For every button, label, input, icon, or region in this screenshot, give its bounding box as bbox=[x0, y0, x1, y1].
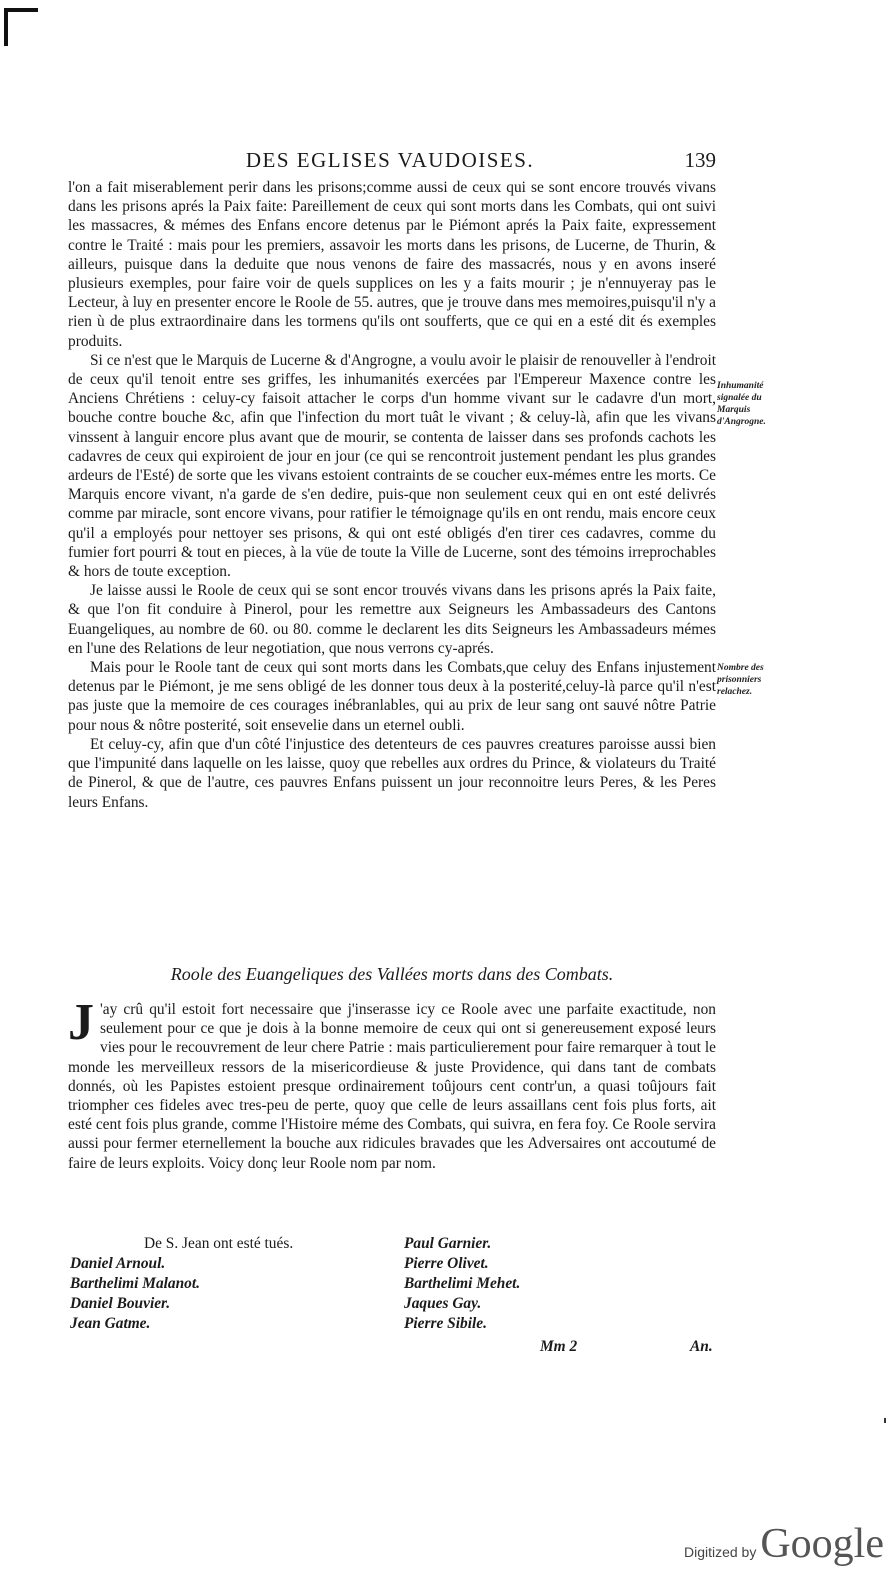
roll-name: Jean Gatme. bbox=[70, 1315, 151, 1332]
roll-name: Barthelimi Mehet. bbox=[404, 1275, 521, 1292]
catchword: An. bbox=[690, 1338, 713, 1355]
signature-mark: Mm 2 bbox=[540, 1338, 578, 1355]
paragraph: Si ce n'est que le Marquis de Lucerne & d'Angrogne, a voulu avoir le plaisir de renouveller à l'endroit de ceux qu'il tenoit entre ses griffes, les inhumanités exercées par l'Empereur Maxence contre les Anciens Chrétiens : celuy-cy faisoit attacher le corps d'un homme vivant sur le cadavre d'un mort, bouche contre bouche &c, afin que l'infection du mort tuât le vivant ; & celuy-là, afin que les vivans vinssent à languir encore plus avant que de mourir, se contenta de laisser dans ses profonds cachots les cadavres de ceux qui expiroient de jour en jour (ce qui se rencontroit justement pendant les plus grandes ardeurs de l'Esté) de sorte que les vivans estoient contraints de se coucher eux-mémes entre les morts. Ce Marquis encore vivant, n'a garde de s'en dedire, puis-que non seulement ceux qui en ont esté delivrés comme par miracle, sont encore vivans, pour ratifier le témoignage qu'ils en ont rendu, mais encore ceux qu'il a employés pour nettoyer ses prisons, & qui ont esté obligés d'en tirer ces cadavres, comme du fumier fort pourri & tout en pieces, à la vüe de toute la Ville de Lucerne, sont des témoins irreprochables & hors de toute exception. bbox=[68, 351, 716, 581]
paragraph: Mais pour le Roole tant de ceux qui sont morts dans les Combats,que celuy des Enfans injustement detenus par le Piémont, je me sens obligé de les donner tous deux à la posterité,celuy-là parce qu'il n'est pas juste que la memoire de ces courages inébranlables, qui au prix de leur sang ont sauvé nôtre Patrie pour nous & nôtre posterité, soit ensevelie dans un eternel oubli. bbox=[68, 659, 716, 734]
paragraph: Et celuy-cy, afin que d'un côté l'injustice des detenteurs de ces pauvres creatures paroisse aussi bien que l'impunité dans laquelle on les laisse, quoy que rebelles aux ordres du Prince, & violateurs du Traité de Pinerol, & que de l'autre, ces pauvres Enfans puissent un jour reconnoitre leurs Peres, & les Peres leurs Enfans. bbox=[68, 735, 716, 811]
roll-of-names bbox=[70, 1234, 710, 1334]
roll-name: Barthelimi Malanot. bbox=[70, 1275, 200, 1292]
roll-heading: De S. Jean ont esté tués. bbox=[144, 1235, 294, 1252]
running-head: DES EGLISES VAUDOISES. bbox=[245, 148, 535, 172]
paragraph: 'ay crû qu'il estoit fort necessaire que j'inserasse icy ce Roole avec une parfaite exactitude, non seulement pour ce que je dois à la bonne memoire de ceux qui ont si genereusement exposé leurs vies pour le recouvrement de leur chere Patrie : mais particulierement pour faire remarquer à tout le monde les merveilleux ressors de la misericordieuse & juste Providence, qui dans tant de combats donnés, où les Papistes estoient presque ordinairement toûjours cent contr'un, a quasi toûjours fait triompher ces fideles avec tres-peu de perte, quoy que celle de leurs assaillans cent fois plus forts, ait esté cent fois plus grande, comme l'Histoire méme des Combats, qui suivra, en fera foy. Ce Roole servira aussi pour fermer eternellement la bouche aux ridicules bravades que les Adversaires ont accoutumé de faire de leurs exploits. Voicy donç leur Roole nom par nom. bbox=[68, 1001, 716, 1172]
watermark-prefix: Digitized by bbox=[683, 1544, 757, 1560]
body-text-lower bbox=[68, 994, 716, 1173]
paragraph: l'on a fait miserablement perir dans les prisons;comme aussi de ceux qui se sont encore trouvés vivans dans les prisons aprés la Paix faite: Pareillement de ceux qui sont morts dans les Combats, qui ont suivi les massacres, & mémes des Enfans encore detenus par le Piémont aprés la Paix faite, expressement contre le Traité : mais pour les premiers, assavoir les morts dans les prisons, de Lucerne, de Thurin, & ailleurs, puisque dans la deduite que nous venons de faire des massacrés, nous y en avons inseré plusieurs exemples, pour faire voir de quels supplices on les y a faits mourir ; je n'ennuyeray pas le Lecteur, à luy en presenter encore le Roole de 55. autres, que je trouve dans mes memoires,puisqu'il n'y a rien ù de plus extraordinaire dans les tormens qu'ils ont soufferts, que ce qui en a esté dit és exemples produits. bbox=[68, 179, 716, 350]
roll-name: Jaques Gay. bbox=[404, 1295, 482, 1312]
google-logo: Google bbox=[760, 1521, 884, 1567]
roll-name: Pierre Sibile. bbox=[404, 1315, 487, 1332]
margin-note: Nombre des prisonniers relachez. bbox=[717, 663, 764, 697]
body-text-upper bbox=[68, 178, 716, 812]
drop-cap: J bbox=[68, 994, 94, 1051]
digitized-watermark bbox=[684, 1520, 884, 1568]
roll-name: Daniel Bouvier. bbox=[70, 1295, 171, 1312]
roll-column-left bbox=[70, 1234, 404, 1334]
page-corner-mark bbox=[4, 8, 38, 46]
roll-name: Daniel Arnoul. bbox=[70, 1255, 166, 1272]
page-number: 139 bbox=[684, 148, 716, 172]
paragraph: Je laisse aussi le Roole de ceux qui se sont encor trouvés vivans dans les prisons aprés la Paix faite, & que l'on fit conduire à Pinerol, pour les remettre aux Seigneurs les Ambassadeurs des Cantons Euangeliques, au nombre de 60. ou 80. comme le declarent les dits Seigneurs les Ambassadeurs mémes en l'une des Relations de leur negotiation, que nous verrons cy-aprés. bbox=[68, 582, 716, 657]
ink-speck bbox=[884, 1418, 886, 1423]
section-title: Roole des Euangeliques des Vallées morts dans des Combats. bbox=[170, 964, 614, 984]
roll-name: Paul Garnier. bbox=[404, 1235, 492, 1252]
margin-note: Inhumanité signalée du Marquis d'Angrogne. bbox=[717, 381, 766, 427]
roll-name: Pierre Olivet. bbox=[404, 1255, 489, 1272]
roll-column-right bbox=[404, 1234, 520, 1334]
